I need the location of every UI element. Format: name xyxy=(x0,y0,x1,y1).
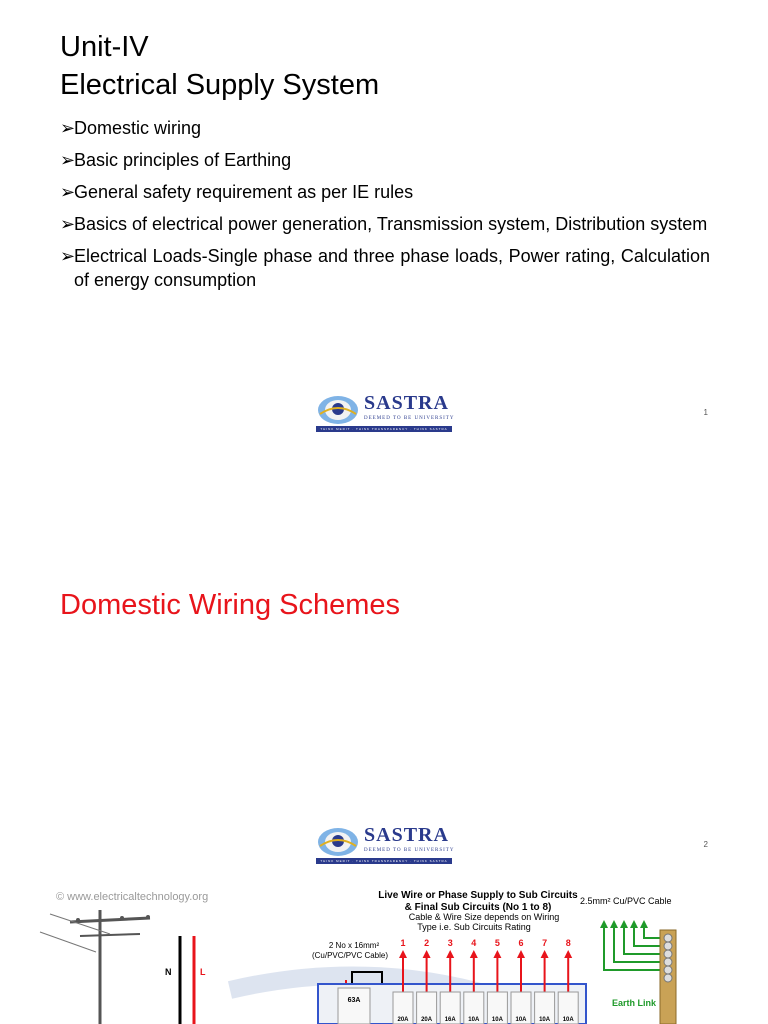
logo-motto: THINK MERIT · THINK TRANSPARENCY · THINK SASTRA xyxy=(316,426,452,432)
diagram-header-line2: & Final Sub Circuits (No 1 to 8) xyxy=(404,902,552,913)
bullet-text: Electrical Loads-Single phase and three phase loads, Power rating, Calculation of energy consumption xyxy=(74,246,710,290)
logo-tagline: DEEMED TO BE UNIVERSITY xyxy=(364,848,455,853)
bullet-text: Domestic wiring xyxy=(74,118,202,138)
arrow-up-icon xyxy=(470,950,478,958)
logo-motto: THINK MERIT · THINK TRANSPARENCY · THINK SASTRA xyxy=(316,858,452,864)
circuit-number: 5 xyxy=(494,938,500,948)
neutral-label: N xyxy=(165,967,172,977)
bullet-item xyxy=(60,244,710,292)
arrow-bullet-icon: ➢ xyxy=(60,150,76,170)
breaker-rating: 10A xyxy=(515,1017,527,1023)
main-breaker xyxy=(338,988,370,1024)
arrow-up-icon xyxy=(564,950,572,958)
arrow-bullet-icon: ➢ xyxy=(60,182,76,202)
circuit-number: 7 xyxy=(542,938,548,948)
sastra-emblem-icon xyxy=(316,392,360,426)
cable-left-label-1: 2 No x 16mm² xyxy=(328,941,380,950)
arrow-up-icon xyxy=(423,950,431,958)
live-label: L xyxy=(200,967,206,977)
sastra-logo xyxy=(316,824,456,866)
circuit-number: 6 xyxy=(518,938,524,948)
logo-tagline: DEEMED TO BE UNIVERSITY xyxy=(364,416,455,421)
slide-1 xyxy=(0,0,768,440)
breaker-rating: 10A xyxy=(468,1017,480,1023)
sastra-emblem-icon xyxy=(316,824,360,858)
circuit-number: 1 xyxy=(400,938,406,948)
main-breaker-rating: 63A xyxy=(347,997,361,1004)
breaker-rating: 20A xyxy=(421,1017,433,1023)
arrow-bullet-icon: ➢ xyxy=(60,246,76,266)
circuit-number: 4 xyxy=(471,938,477,948)
circuit-number: 3 xyxy=(447,938,453,948)
bullet-item xyxy=(60,116,710,140)
wiring-diagram xyxy=(0,880,768,1024)
cable-left-label-2: (Cu/PVC/PVC Cable) xyxy=(311,951,389,960)
breaker-rating: 20A xyxy=(397,1017,409,1023)
arrow-up-icon xyxy=(446,950,454,958)
arrow-up-icon xyxy=(541,950,549,958)
wiring-diagram-svg xyxy=(0,880,768,1024)
breaker-rating: 10A xyxy=(491,1017,503,1023)
arrow-up-icon xyxy=(399,950,407,958)
cable-right-label: 2.5mm² Cu/PVC Cable xyxy=(580,896,672,906)
bullet-item xyxy=(60,212,710,236)
circuit-number: 2 xyxy=(424,938,430,948)
utility-pole xyxy=(40,910,150,1024)
bullet-text: Basics of electrical power generation, Transmission system, Distribution system xyxy=(74,214,708,234)
logo-wordmark: SASTRA xyxy=(364,824,449,846)
slide-title-line2: Electrical Supply System xyxy=(60,69,380,101)
arrow-bullet-icon: ➢ xyxy=(60,214,76,234)
earth-cables xyxy=(600,920,660,970)
slide-title: Domestic Wiring Schemes xyxy=(60,589,401,621)
page-number: 1 xyxy=(703,408,708,417)
diagram-header-line4: Type i.e. Sub Circuits Rating xyxy=(417,922,531,932)
breaker-rating: 10A xyxy=(539,1017,551,1023)
bullet-text: Basic principles of Earthing xyxy=(74,150,292,170)
arrow-up-icon xyxy=(493,950,501,958)
bullet-text: General safety requirement as per IE rules xyxy=(74,182,414,202)
diagram-header-line1: Live Wire or Phase Supply to Sub Circuits xyxy=(378,890,578,901)
bullet-item xyxy=(60,148,710,172)
arrow-bullet-icon: ➢ xyxy=(60,118,76,138)
diagram-watermark: © www.electricaltechnology.org xyxy=(56,891,209,903)
sastra-logo xyxy=(316,392,456,434)
breaker-rating: 16A xyxy=(444,1017,456,1023)
arrow-up-icon xyxy=(517,950,525,958)
circuit-number: 8 xyxy=(565,938,571,948)
slide-title-line1: Unit-IV xyxy=(60,31,149,63)
slide-2 xyxy=(0,440,768,880)
diagram-header-line3: Cable & Wire Size depends on Wiring xyxy=(408,912,560,922)
breaker-rating: 10A xyxy=(562,1017,574,1023)
bullet-item xyxy=(60,180,710,204)
logo-wordmark: SASTRA xyxy=(364,392,449,414)
earth-link-label: Earth Link xyxy=(612,998,657,1008)
bullet-list xyxy=(60,116,710,300)
page-number: 2 xyxy=(703,840,708,849)
